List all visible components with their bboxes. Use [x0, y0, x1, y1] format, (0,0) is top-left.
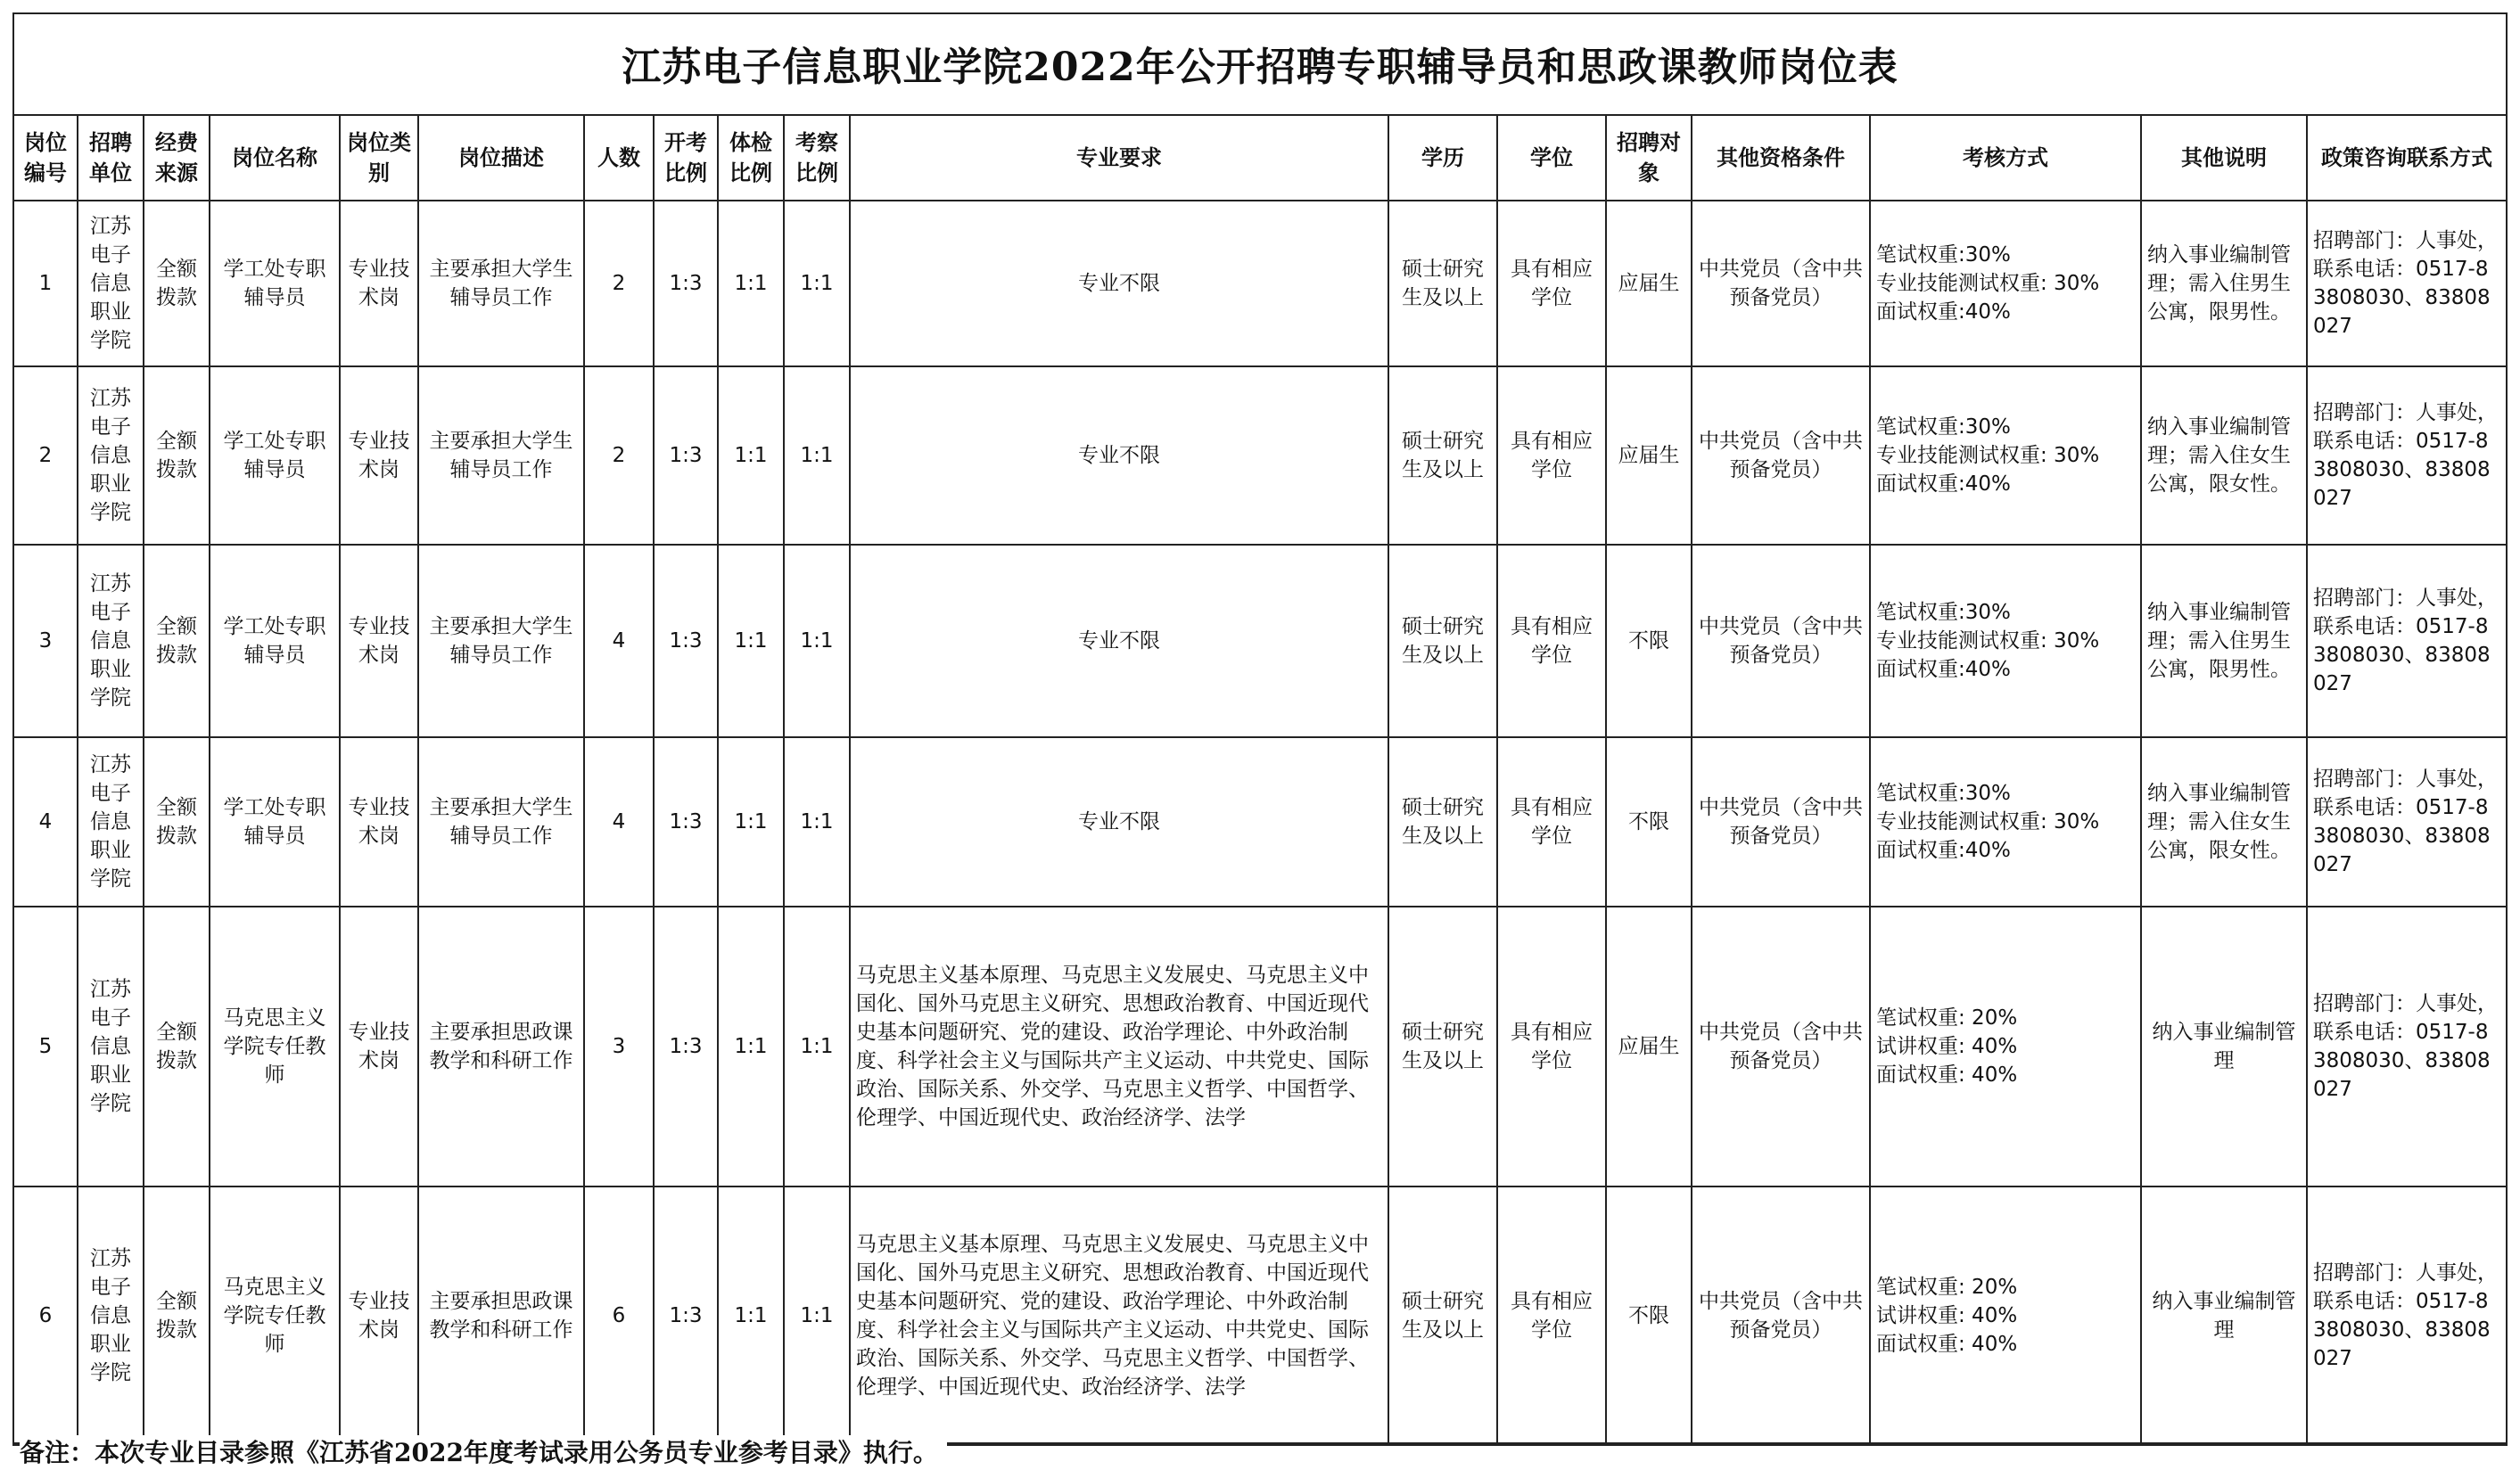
header-unit: 招聘单位 — [78, 115, 144, 201]
cell-count: 2 — [584, 366, 654, 545]
cell-post-name: 学工处专职辅导员 — [210, 201, 340, 366]
cell-exam-ratio: 1:3 — [654, 545, 718, 737]
cell-unit: 江苏电子信息职业学院 — [78, 907, 144, 1187]
cell-count: 4 — [584, 545, 654, 737]
cell-assessment: 笔试权重:30% 专业技能测试权重: 30% 面试权重:40% — [1870, 366, 2141, 545]
cell-major: 马克思主义基本原理、马克思主义发展史、马克思主义中国化、国外马克思主义研究、思想政治教育、中国近现代史基本问题研究、党的建设、政治学理论、中外政治制度、科学社会主义与国际共产主义运动、中共党史、国际政治、国际关系、外交学、马克思主义哲学、中国哲学、伦理学、中国近现代史、政治经济学、法学 — [850, 1187, 1388, 1445]
cell-other-qual: 中共党员（含中共预备党员） — [1692, 366, 1870, 545]
table-header-row — [13, 115, 2507, 201]
cell-exam-ratio: 1:3 — [654, 366, 718, 545]
cell-target: 应届生 — [1606, 366, 1692, 545]
cell-post-name: 学工处专职辅导员 — [210, 737, 340, 907]
cell-post-name: 学工处专职辅导员 — [210, 545, 340, 737]
cell-assessment: 笔试权重:30% 专业技能测试权重: 30% 面试权重:40% — [1870, 201, 2141, 366]
cell-funding: 全额拨款 — [144, 366, 210, 545]
cell-physical-ratio: 1:1 — [718, 907, 784, 1187]
header-post-name: 岗位名称 — [210, 115, 340, 201]
cell-funding: 全额拨款 — [144, 545, 210, 737]
cell-education: 硕士研究生及以上 — [1388, 201, 1497, 366]
cell-education: 硕士研究生及以上 — [1388, 366, 1497, 545]
cell-count: 2 — [584, 201, 654, 366]
cell-target: 应届生 — [1606, 907, 1692, 1187]
cell-other-qual: 中共党员（含中共预备党员） — [1692, 201, 1870, 366]
cell-contact: 招聘部门：人事处，联系电话：0517-83808030、83808027 — [2307, 737, 2507, 907]
footnote-remark: 备注：本次专业目录参照《江苏省2022年度考试录用公务员专业参考目录》执行。 — [20, 1435, 947, 1471]
cell-post-desc: 主要承担思政课教学和科研工作 — [418, 907, 584, 1187]
job-positions-table — [12, 114, 2508, 1446]
cell-degree: 具有相应学位 — [1497, 907, 1606, 1187]
cell-inspect-ratio: 1:1 — [784, 907, 850, 1187]
cell-other-notes: 纳入事业编制管理；需入住男生公寓，限男性。 — [2141, 201, 2307, 366]
header-target: 招聘对象 — [1606, 115, 1692, 201]
header-post-desc: 岗位描述 — [418, 115, 584, 201]
header-physical-ratio: 体检比例 — [718, 115, 784, 201]
cell-contact: 招聘部门：人事处，联系电话：0517-83808030、83808027 — [2307, 366, 2507, 545]
cell-contact: 招聘部门：人事处，联系电话：0517-83808030、83808027 — [2307, 1187, 2507, 1445]
cell-inspect-ratio: 1:1 — [784, 737, 850, 907]
header-other-qual: 其他资格条件 — [1692, 115, 1870, 201]
cell-contact: 招聘部门：人事处，联系电话：0517-83808030、83808027 — [2307, 201, 2507, 366]
cell-post-type: 专业技术岗 — [340, 545, 418, 737]
cell-other-notes: 纳入事业编制管理；需入住女生公寓，限女性。 — [2141, 366, 2307, 545]
cell-degree: 具有相应学位 — [1497, 201, 1606, 366]
cell-inspect-ratio: 1:1 — [784, 1187, 850, 1445]
cell-post-desc: 主要承担大学生辅导员工作 — [418, 366, 584, 545]
cell-exam-ratio: 1:3 — [654, 737, 718, 907]
cell-education: 硕士研究生及以上 — [1388, 907, 1497, 1187]
header-assessment: 考核方式 — [1870, 115, 2141, 201]
header-funding: 经费来源 — [144, 115, 210, 201]
cell-exam-ratio: 1:3 — [654, 201, 718, 366]
cell-contact: 招聘部门：人事处，联系电话：0517-83808030、83808027 — [2307, 907, 2507, 1187]
cell-funding: 全额拨款 — [144, 201, 210, 366]
header-exam-ratio: 开考比例 — [654, 115, 718, 201]
cell-unit: 江苏电子信息职业学院 — [78, 545, 144, 737]
header-contact: 政策咨询联系方式 — [2307, 115, 2507, 201]
header-major: 专业要求 — [850, 115, 1388, 201]
cell-physical-ratio: 1:1 — [718, 737, 784, 907]
cell-post-type: 专业技术岗 — [340, 201, 418, 366]
header-post-type: 岗位类别 — [340, 115, 418, 201]
cell-funding: 全额拨款 — [144, 737, 210, 907]
table-row — [13, 907, 2507, 1187]
cell-post-name: 马克思主义学院专任教师 — [210, 907, 340, 1187]
cell-post-no: 5 — [13, 907, 78, 1187]
cell-funding: 全额拨款 — [144, 907, 210, 1187]
cell-degree: 具有相应学位 — [1497, 545, 1606, 737]
cell-post-type: 专业技术岗 — [340, 737, 418, 907]
cell-major: 专业不限 — [850, 201, 1388, 366]
table-row — [13, 201, 2507, 366]
cell-physical-ratio: 1:1 — [718, 201, 784, 366]
cell-funding: 全额拨款 — [144, 1187, 210, 1445]
cell-post-type: 专业技术岗 — [340, 366, 418, 545]
cell-post-no: 6 — [13, 1187, 78, 1445]
cell-post-no: 2 — [13, 366, 78, 545]
cell-assessment: 笔试权重: 20% 试讲权重: 40% 面试权重: 40% — [1870, 907, 2141, 1187]
cell-post-type: 专业技术岗 — [340, 1187, 418, 1445]
cell-unit: 江苏电子信息职业学院 — [78, 737, 144, 907]
header-inspect-ratio: 考察比例 — [784, 115, 850, 201]
page-title: 江苏电子信息职业学院2022年公开招聘专职辅导员和思政课教师岗位表 — [622, 45, 1898, 90]
header-count: 人数 — [584, 115, 654, 201]
table-row — [13, 737, 2507, 907]
cell-other-notes: 纳入事业编制管理 — [2141, 907, 2307, 1187]
header-post-no: 岗位编号 — [13, 115, 78, 201]
header-other-notes: 其他说明 — [2141, 115, 2307, 201]
cell-post-name: 马克思主义学院专任教师 — [210, 1187, 340, 1445]
cell-degree: 具有相应学位 — [1497, 737, 1606, 907]
cell-exam-ratio: 1:3 — [654, 1187, 718, 1445]
table-row — [13, 545, 2507, 737]
cell-inspect-ratio: 1:1 — [784, 366, 850, 545]
cell-post-type: 专业技术岗 — [340, 907, 418, 1187]
cell-degree: 具有相应学位 — [1497, 1187, 1606, 1445]
cell-post-name: 学工处专职辅导员 — [210, 366, 340, 545]
cell-other-notes: 纳入事业编制管理；需入住女生公寓，限女性。 — [2141, 737, 2307, 907]
table-row — [13, 366, 2507, 545]
cell-other-qual: 中共党员（含中共预备党员） — [1692, 545, 1870, 737]
cell-other-qual: 中共党员（含中共预备党员） — [1692, 737, 1870, 907]
cell-major: 专业不限 — [850, 737, 1388, 907]
cell-assessment: 笔试权重: 20% 试讲权重: 40% 面试权重: 40% — [1870, 1187, 2141, 1445]
cell-target: 不限 — [1606, 1187, 1692, 1445]
cell-count: 6 — [584, 1187, 654, 1445]
cell-count: 3 — [584, 907, 654, 1187]
cell-education: 硕士研究生及以上 — [1388, 545, 1497, 737]
cell-post-desc: 主要承担思政课教学和科研工作 — [418, 1187, 584, 1445]
cell-inspect-ratio: 1:1 — [784, 545, 850, 737]
cell-other-qual: 中共党员（含中共预备党员） — [1692, 1187, 1870, 1445]
cell-other-notes: 纳入事业编制管理 — [2141, 1187, 2307, 1445]
cell-assessment: 笔试权重:30% 专业技能测试权重: 30% 面试权重:40% — [1870, 737, 2141, 907]
cell-other-notes: 纳入事业编制管理；需入住男生公寓，限男性。 — [2141, 545, 2307, 737]
cell-post-desc: 主要承担大学生辅导员工作 — [418, 545, 584, 737]
cell-post-no: 4 — [13, 737, 78, 907]
cell-other-qual: 中共党员（含中共预备党员） — [1692, 907, 1870, 1187]
cell-target: 不限 — [1606, 737, 1692, 907]
cell-unit: 江苏电子信息职业学院 — [78, 201, 144, 366]
cell-education: 硕士研究生及以上 — [1388, 737, 1497, 907]
table-row — [13, 1187, 2507, 1445]
cell-post-desc: 主要承担大学生辅导员工作 — [418, 737, 584, 907]
cell-degree: 具有相应学位 — [1497, 366, 1606, 545]
cell-target: 不限 — [1606, 545, 1692, 737]
header-degree: 学位 — [1497, 115, 1606, 201]
cell-physical-ratio: 1:1 — [718, 366, 784, 545]
cell-physical-ratio: 1:1 — [718, 1187, 784, 1445]
cell-major: 专业不限 — [850, 545, 1388, 737]
cell-education: 硕士研究生及以上 — [1388, 1187, 1497, 1445]
cell-target: 应届生 — [1606, 201, 1692, 366]
cell-exam-ratio: 1:3 — [654, 907, 718, 1187]
cell-post-no: 3 — [13, 545, 78, 737]
cell-unit: 江苏电子信息职业学院 — [78, 1187, 144, 1445]
cell-count: 4 — [584, 737, 654, 907]
cell-assessment: 笔试权重:30% 专业技能测试权重: 30% 面试权重:40% — [1870, 545, 2141, 737]
cell-major: 专业不限 — [850, 366, 1388, 545]
cell-inspect-ratio: 1:1 — [784, 201, 850, 366]
cell-post-no: 1 — [13, 201, 78, 366]
cell-unit: 江苏电子信息职业学院 — [78, 366, 144, 545]
cell-post-desc: 主要承担大学生辅导员工作 — [418, 201, 584, 366]
cell-physical-ratio: 1:1 — [718, 545, 784, 737]
cell-contact: 招聘部门：人事处，联系电话：0517-83808030、83808027 — [2307, 545, 2507, 737]
header-education: 学历 — [1388, 115, 1497, 201]
cell-major: 马克思主义基本原理、马克思主义发展史、马克思主义中国化、国外马克思主义研究、思想政治教育、中国近现代史基本问题研究、党的建设、政治学理论、中外政治制度、科学社会主义与国际共产主义运动、中共党史、国际政治、国际关系、外交学、马克思主义哲学、中国哲学、伦理学、中国近现代史、政治经济学、法学 — [850, 907, 1388, 1187]
